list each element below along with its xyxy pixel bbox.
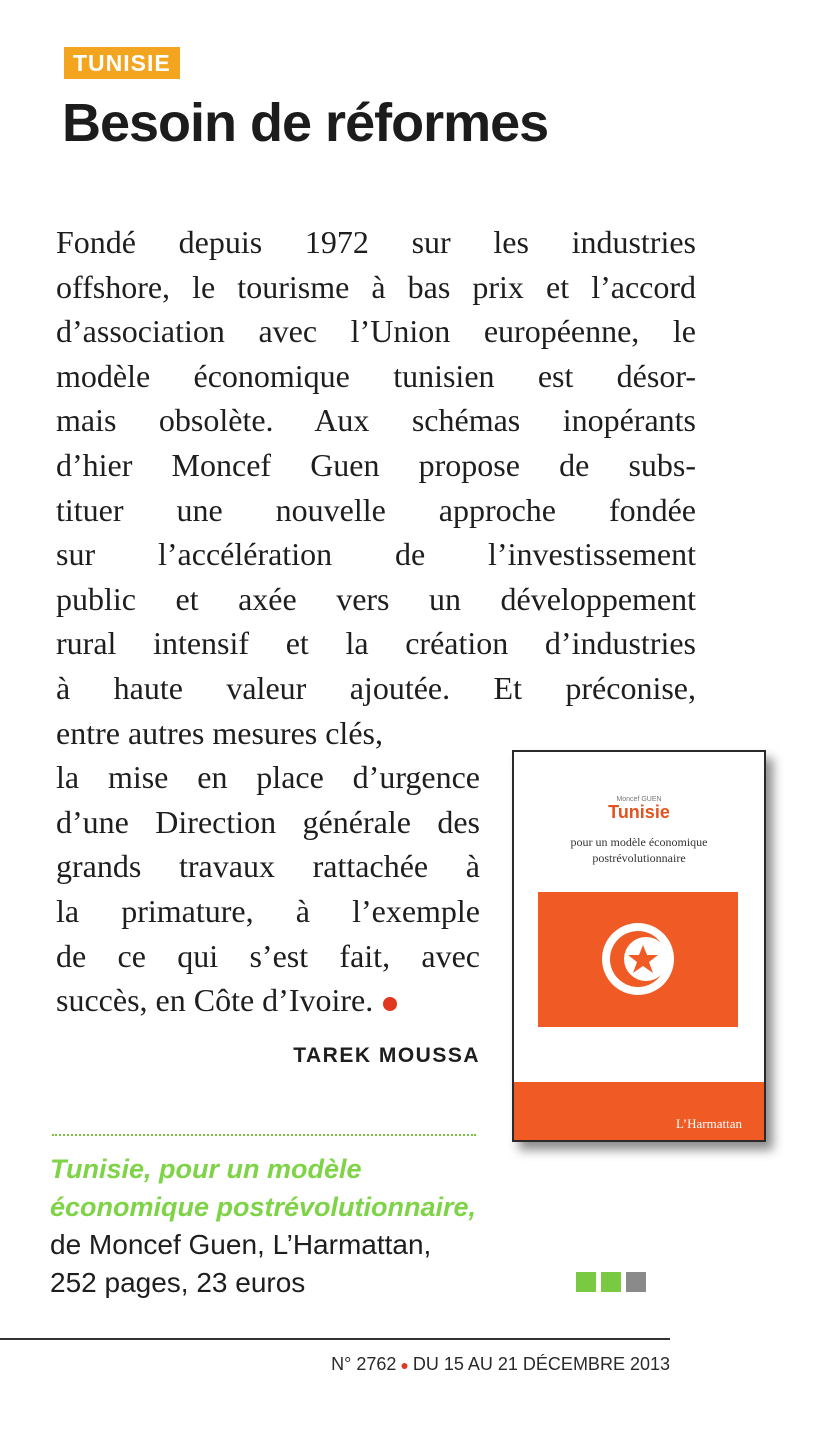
- headline: Besoin de réformes: [62, 93, 549, 153]
- article-line: grands travaux rattachée à: [56, 848, 480, 885]
- caption-title: Tunisie, pour un modèle: [50, 1154, 362, 1184]
- article-line: public et axée vers un développement: [56, 580, 696, 617]
- rating-square-filled: [601, 1272, 621, 1292]
- article-line: à haute valeur ajoutée. Et préconise,: [56, 669, 696, 706]
- article-line: succès, en Côte d’Ivoire.: [56, 982, 374, 1019]
- issue-number: N° 2762: [331, 1354, 397, 1374]
- article-line: entre autres mesures clés,: [56, 714, 383, 751]
- caption-separator: [52, 1134, 476, 1136]
- article-last-line: [56, 978, 480, 1023]
- book-cover-subtitle-line: pour un modèle économique: [570, 835, 708, 849]
- book-cover-subtitle-line: postrévolutionnaire: [592, 851, 686, 865]
- caption-title: économique postrévolutionnaire,: [50, 1192, 477, 1222]
- end-bullet-icon: [383, 997, 397, 1011]
- section-tag: TUNISIE: [64, 47, 180, 79]
- rating-square-empty: [626, 1272, 646, 1292]
- article-line: modèle économique tunisien est désor-: [56, 357, 696, 394]
- article-line: la primature, à l’exemple: [56, 892, 480, 929]
- article-line: offshore, le tourisme à bas prix et l’accord: [56, 268, 696, 305]
- article-line: tituer une nouvelle approche fondée: [56, 491, 696, 528]
- book-cover-title: Tunisie: [608, 802, 670, 822]
- issue-info: [270, 1354, 670, 1375]
- book-cover-band: [514, 1082, 764, 1140]
- book-cover-publisher: L’Harmattan: [676, 1116, 742, 1131]
- caption-info: de Moncef Guen, L’Harmattan,: [50, 1229, 432, 1260]
- article-line: d’une Direction générale des: [56, 803, 480, 840]
- article-line: mais obsolète. Aux schémas inopérants: [56, 402, 696, 439]
- footer-rule: [0, 1338, 670, 1340]
- rating-squares: [576, 1272, 651, 1292]
- rating-square-filled: [576, 1272, 596, 1292]
- caption-info: 252 pages, 23 euros: [50, 1267, 306, 1298]
- flag-emblem: [538, 892, 738, 1027]
- book-cover-author: Moncef GUEN: [616, 796, 662, 803]
- book-cover: [512, 750, 766, 1142]
- article-line: d’hier Moncef Guen propose de subs-: [56, 446, 696, 483]
- article-line: la mise en place d’urgence: [56, 759, 480, 796]
- article-line: Fondé depuis 1972 sur les industries: [56, 224, 696, 260]
- article-line: sur l’accélération de l’investissement: [56, 536, 696, 573]
- author-byline: TAREK MOUSSA: [293, 1044, 480, 1067]
- article-line: de ce qui s’est fait, avec: [56, 937, 480, 974]
- issue-dates: DU 15 AU 21 DÉCEMBRE 2013: [412, 1354, 670, 1374]
- article-line: rural intensif et la création d’industries: [56, 625, 696, 662]
- tunisian-flag-icon: [538, 892, 738, 1027]
- article-line: d’association avec l’Union européenne, le: [56, 313, 696, 350]
- book-cover-subtitle: [524, 834, 754, 866]
- separator-dot-icon: ●: [400, 1357, 409, 1374]
